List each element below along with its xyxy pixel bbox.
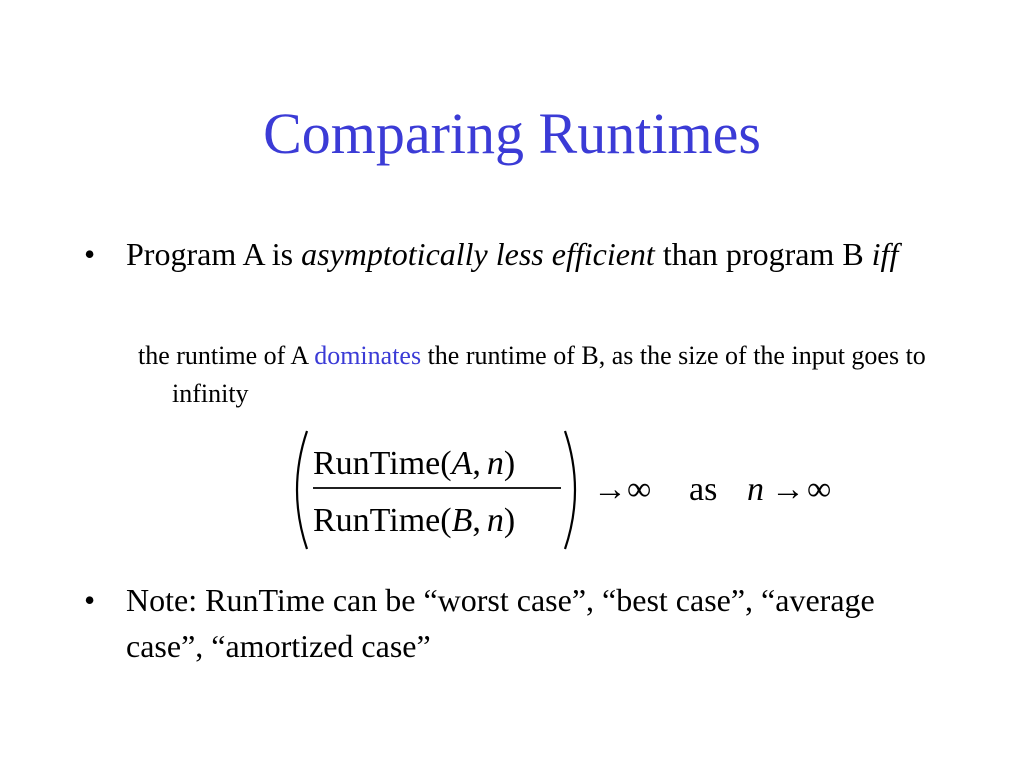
formula-as: as bbox=[689, 471, 718, 508]
bullet-definition-part1: Program A is bbox=[126, 236, 302, 272]
bullet-definition bbox=[84, 231, 944, 331]
formula-n: n bbox=[747, 471, 764, 508]
bullet-dot: • bbox=[84, 582, 96, 618]
bullet-definition-italic-term: asymptotically less efficient bbox=[301, 236, 655, 272]
right-paren-icon bbox=[565, 431, 575, 549]
formula-infinity-1: ∞ bbox=[627, 471, 652, 508]
bullet-dot: • bbox=[84, 236, 96, 272]
formula-infinity-2: ∞ bbox=[807, 471, 832, 508]
formula-numerator: RunTime(A, n) bbox=[313, 445, 516, 482]
sub-bullet-part1: the runtime of A bbox=[138, 341, 315, 370]
sub-bullet-dominates: dominates bbox=[314, 341, 422, 370]
bullet-note-text: Note: RunTime can be “worst case”, “best case”, “average case”, “amortized case” bbox=[126, 582, 875, 664]
bullet-note bbox=[84, 577, 964, 677]
sub-bullet-explanation bbox=[138, 337, 962, 413]
formula-arrow-2: → bbox=[771, 471, 805, 508]
bullet-definition-part2: than program B bbox=[654, 236, 872, 272]
bullet-definition-text bbox=[126, 231, 916, 277]
sub-bullet-part2: the runtime of B, as the size of the input goes to infinity bbox=[172, 341, 926, 408]
slide-title: Comparing Runtimes bbox=[263, 101, 761, 166]
bullet-definition-iff: iff bbox=[871, 236, 899, 272]
left-paren-icon bbox=[297, 431, 307, 549]
formula-graphic bbox=[285, 425, 885, 555]
limit-formula bbox=[285, 425, 885, 555]
formula-arrow-1: → bbox=[593, 471, 627, 508]
formula-denominator: RunTime(B, n) bbox=[313, 502, 516, 539]
